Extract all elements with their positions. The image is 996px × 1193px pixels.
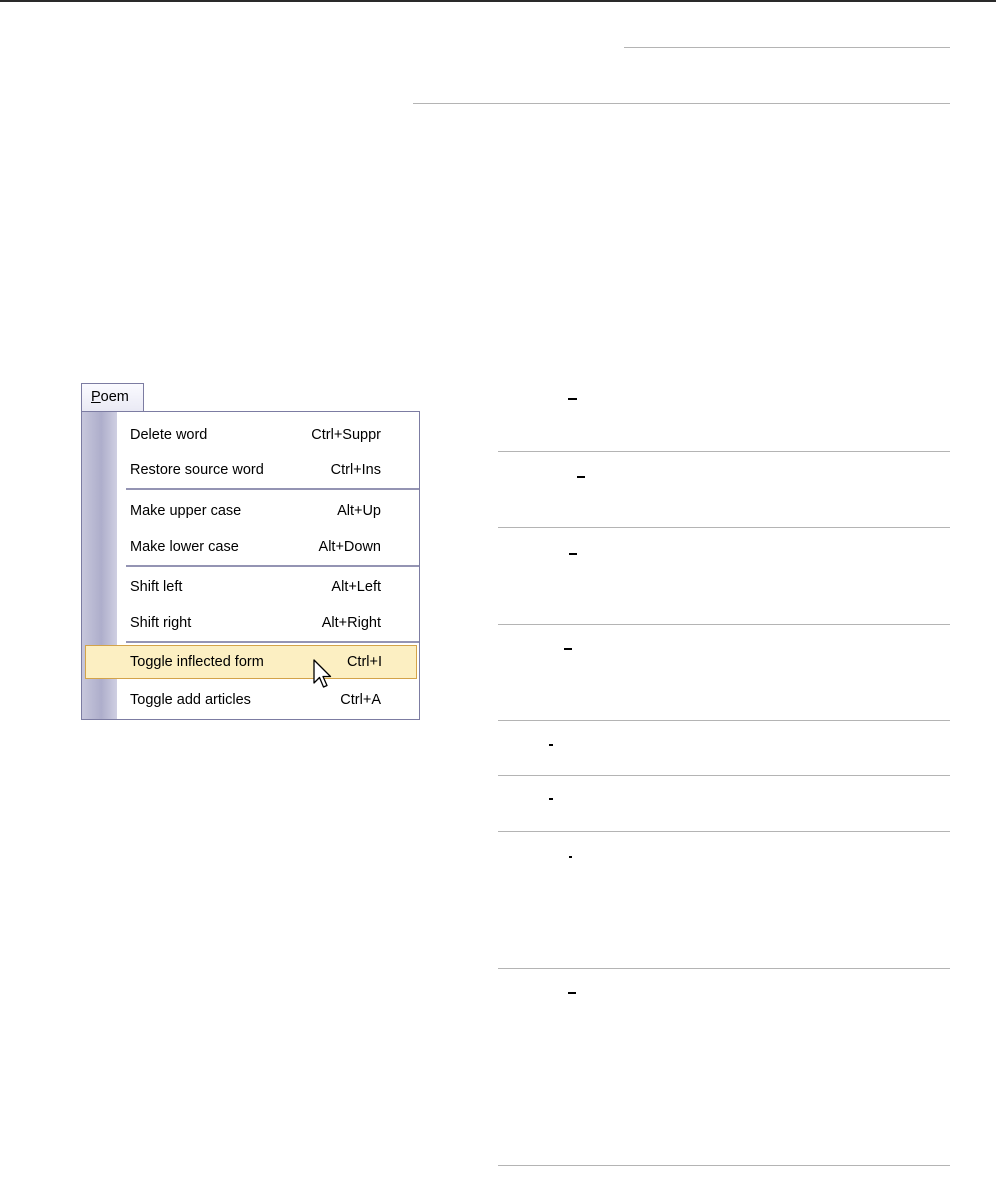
text-fragment: [569, 553, 577, 555]
table-divider: [498, 451, 950, 452]
table-divider: [498, 624, 950, 625]
menu-item-shortcut: Ctrl+Ins: [330, 462, 381, 478]
menu-item-delete-word[interactable]: [82, 418, 419, 452]
menu-item-toggle-add-articles[interactable]: [82, 683, 419, 717]
menu-item-label: Toggle inflected form: [130, 654, 264, 670]
mouse-pointer-icon: [312, 659, 334, 691]
menu-item-shortcut: Alt+Right: [321, 615, 381, 631]
text-fragment: [577, 476, 585, 478]
menu-item-shift-left[interactable]: [82, 570, 419, 604]
menu-item-label: Toggle add articles: [130, 692, 251, 708]
menu-item-label: Restore source word: [130, 462, 264, 478]
divider: [413, 103, 950, 104]
menu-separator: [126, 641, 419, 644]
menu-item-label: Shift right: [130, 615, 192, 631]
menu-separator: [126, 488, 419, 491]
menu-item-label: Delete word: [130, 427, 208, 443]
menu-item-label: Make upper case: [130, 503, 242, 519]
menu-item-make-lower-case[interactable]: [82, 530, 419, 564]
menu-item-make-upper-case[interactable]: [82, 494, 419, 528]
menu-item-shortcut: Ctrl+Suppr: [311, 427, 381, 443]
table-divider: [498, 831, 950, 832]
menu-item-label: Shift left: [130, 579, 183, 595]
text-fragment: [549, 744, 553, 746]
text-fragment: [568, 398, 577, 400]
top-rule: [0, 0, 996, 2]
menu-title-label: Poem: [91, 389, 129, 405]
table-divider: [498, 775, 950, 776]
menu-item-shortcut: Alt+Down: [318, 539, 381, 555]
menu-item-shortcut: Ctrl+I: [346, 654, 382, 670]
menu-title-poem[interactable]: [81, 383, 144, 412]
text-fragment: [564, 648, 572, 650]
menu-item-toggle-inflected-form[interactable]: [85, 645, 417, 679]
menu-item-shortcut: Alt+Up: [337, 503, 381, 519]
text-fragment: [568, 992, 576, 994]
table-divider: [498, 720, 950, 721]
divider: [624, 47, 950, 48]
text-fragment: [549, 798, 553, 800]
menu-item-shift-right[interactable]: [82, 606, 419, 640]
poem-dropdown-menu: [81, 411, 420, 720]
table-divider: [498, 1165, 950, 1166]
menu-item-shortcut: Ctrl+A: [340, 692, 381, 708]
menu-separator: [126, 565, 419, 568]
menu-item-restore-source-word[interactable]: [82, 453, 419, 487]
menu-item-label: Make lower case: [130, 539, 239, 555]
table-divider: [498, 968, 950, 969]
table-divider: [498, 527, 950, 528]
menu-item-shortcut: Alt+Left: [331, 579, 381, 595]
text-fragment: [569, 856, 572, 858]
